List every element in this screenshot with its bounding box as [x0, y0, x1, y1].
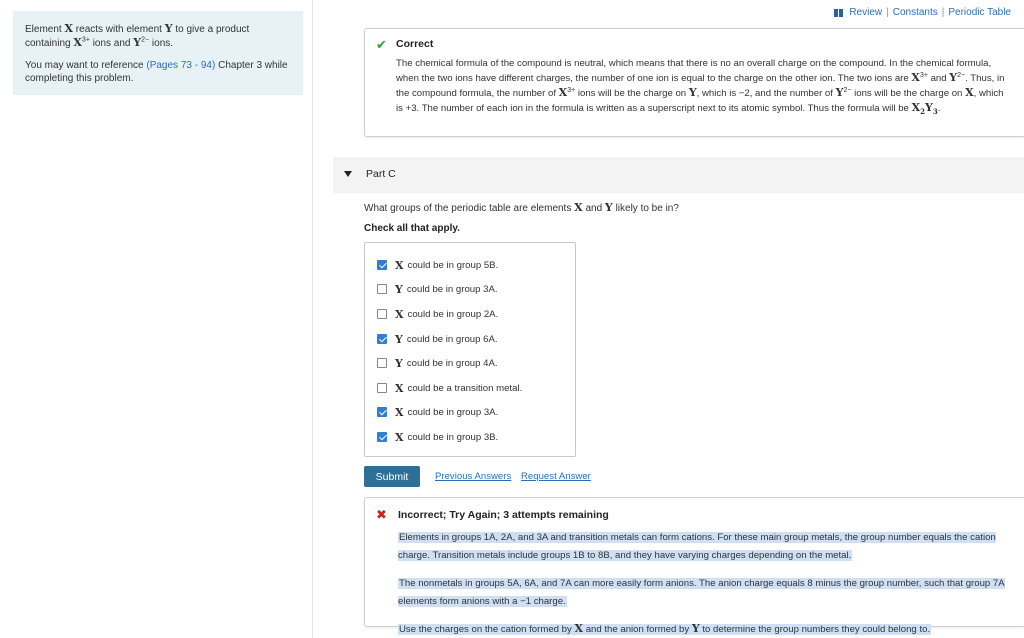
pages-reference-link[interactable]: (Pages 73 - 94): [146, 60, 216, 71]
collapse-triangle-icon[interactable]: [344, 171, 352, 177]
checkbox[interactable]: [377, 383, 387, 393]
checkbox[interactable]: [377, 407, 387, 417]
periodic-table-link[interactable]: Periodic Table: [948, 7, 1011, 18]
problem-statement: Element X reacts with element Y to give a product containing $X^{3+}$ ions and $Y^{2-}$ ions.: [25, 22, 250, 49]
hint-2: The nonmetals in groups 5A, 6A, and 7A can more easily form anions. The anion charge equals 8 minus the group number, such that group 7A elements form anions with a −1 charge.: [398, 578, 1005, 607]
checkbox[interactable]: [377, 309, 387, 319]
question-text: What groups of the periodic table are elements X and Y likely to be in?: [364, 201, 679, 214]
incorrect-feedback: [364, 497, 1024, 635]
option-1[interactable]: Y could be in group 3A.: [377, 282, 498, 296]
checkbox[interactable]: [377, 358, 387, 368]
correct-explanation: The chemical formula of the compound is neutral, which means that there is no an overall charge on the compound. In the chemical formula, when the two ions have different charges, the number of one ion is equal to the charge on the other ion. The two ions are $X^{3+}$ and $Y^{2-}$. Thus, in the compound formula, the number of $X^{3+}$ ions will be the charge on Y, which is −2, and the number of $Y^{2-}$ ions will be the charge on X, which is +3. The number of each ion in the formula is written as a superscript next to its atomic symbol. Thus the formula will be $X_2Y_3$.: [396, 58, 1005, 117]
option-4[interactable]: Y could be in group 4A.: [377, 356, 498, 370]
option-7[interactable]: X could be in group 3B.: [377, 430, 498, 444]
hint-1: Elements in groups 1A, 2A, and 3A and transition metals can form cations. For these main group metals, the group number equals the cation charge. Transition metals include groups 1B to 8B, and they have varying charges depending on the metal.: [398, 532, 996, 561]
check-icon: ✔: [376, 37, 387, 52]
option-5[interactable]: X could be a transition metal.: [377, 381, 522, 395]
problem-intro: [13, 11, 303, 95]
option-0[interactable]: X could be in group 5B.: [377, 258, 498, 272]
book-icon: [834, 9, 844, 17]
option-3[interactable]: Y could be in group 6A.: [377, 332, 498, 346]
previous-answers-link[interactable]: Previous Answers: [435, 471, 512, 482]
checkbox[interactable]: [377, 334, 387, 344]
request-answer-link[interactable]: Request Answer: [521, 471, 591, 482]
incorrect-title: Incorrect; Try Again; 3 attempts remaining: [398, 509, 609, 521]
ion-y-charge: 2−: [141, 36, 150, 44]
reference-note: You may want to reference (Pages 73 - 94) Chapter 3 while completing this problem.: [25, 60, 288, 84]
left-panel: [0, 0, 313, 638]
options-list: [364, 242, 576, 457]
element-x: X: [64, 22, 74, 35]
constants-link[interactable]: Constants: [892, 7, 938, 18]
top-links: [834, 7, 1011, 18]
x-icon: ✖: [376, 507, 387, 522]
correct-feedback: [364, 28, 1024, 137]
option-2[interactable]: X could be in group 2A.: [377, 307, 498, 321]
submit-button[interactable]: Submit: [364, 466, 420, 487]
part-label: Part C: [366, 168, 396, 180]
formula: $X_2Y_3$: [911, 101, 938, 117]
separator: |: [886, 7, 889, 18]
checkbox[interactable]: [377, 432, 387, 442]
separator: |: [941, 7, 945, 18]
hint-3: Use the charges on the cation formed by X and the anion formed by Y to determine the group numbers they could belong to.: [399, 622, 931, 635]
review-link[interactable]: Review: [849, 7, 883, 18]
checkbox[interactable]: [377, 284, 387, 294]
correct-title: Correct: [396, 38, 434, 50]
part-c-header[interactable]: [333, 157, 1024, 193]
instruction-text: Check all that apply.: [364, 223, 460, 234]
option-6[interactable]: X could be in group 3A.: [377, 405, 498, 419]
element-y: Y: [164, 22, 173, 35]
ion-x-charge: 3+: [81, 36, 90, 44]
checkbox[interactable]: [377, 260, 387, 270]
